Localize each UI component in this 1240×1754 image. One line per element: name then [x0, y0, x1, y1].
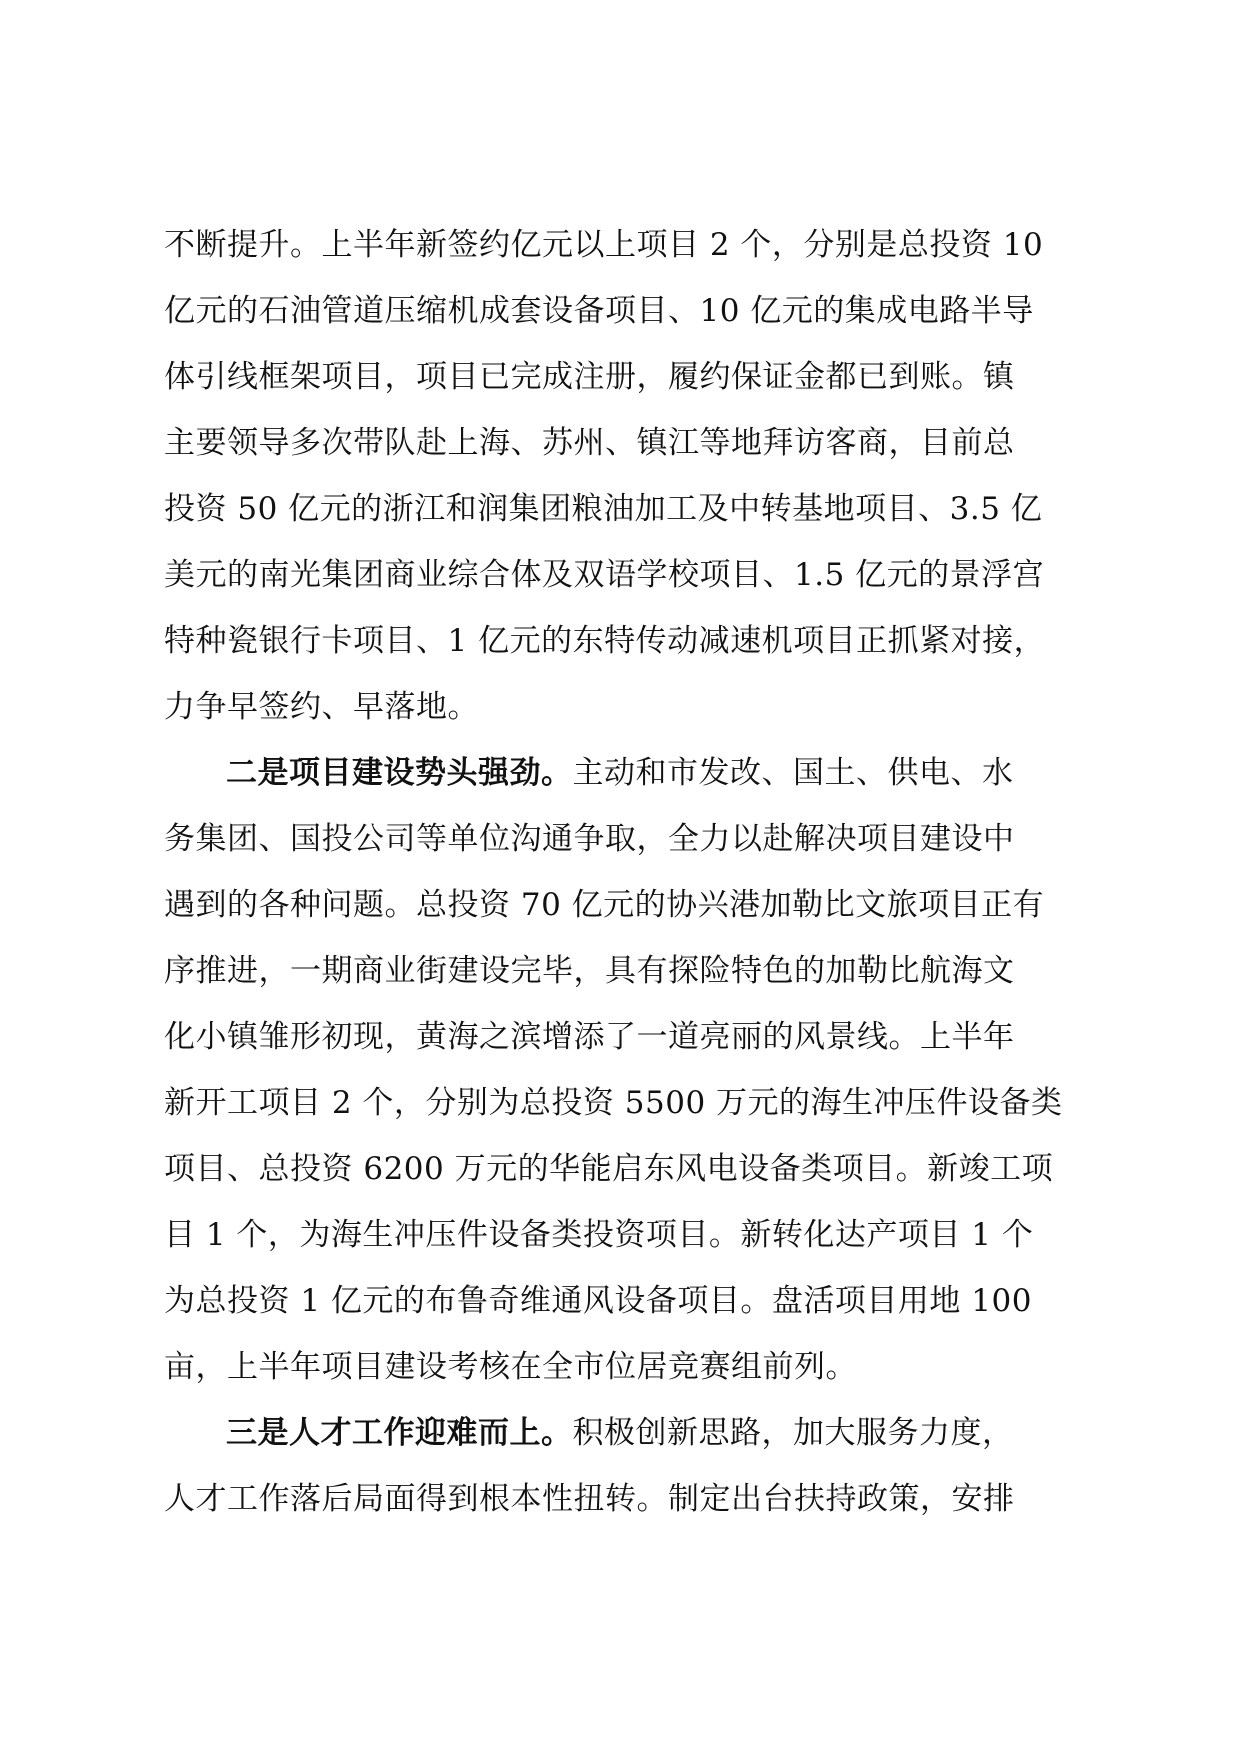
text-line: 务集团、国投公司等单位沟通争取，全力以赴解决项目建设中: [164, 821, 1015, 857]
text-line: 为总投资 1 亿元的布鲁奇维通风设备项目。盘活项目用地 100: [164, 1283, 1032, 1319]
section-two-first-text: 主动和市发改、国土、供电、水: [572, 755, 1014, 791]
text-line: 亩，上半年项目建设考核在全市位居竞赛组前列。: [164, 1349, 857, 1385]
text-line: 力争早签约、早落地。: [164, 689, 479, 725]
section-two-heading: 二是项目建设势头强劲。: [226, 755, 573, 791]
text-line: 人才工作落后局面得到根本性扭转。制定出台扶持政策，安排: [164, 1481, 1015, 1517]
text-line: 亿元的石油管道压缩机成套设备项目、10 亿元的集成电路半导: [164, 293, 1034, 329]
text-line: 不断提升。上半年新签约亿元以上项目 2 个，分别是总投资 10: [164, 227, 1044, 263]
section-three-first-text: 积极创新思路，加大服务力度，: [572, 1415, 1014, 1451]
text-line: 特种瓷银行卡项目、1 亿元的东特传动减速机项目正抓紧对接，: [164, 623, 1046, 659]
paragraph-two-first-line: [164, 740, 1104, 806]
text-line: 新开工项目 2 个，分别为总投资 5500 万元的海生冲压件设备类: [164, 1085, 1063, 1121]
text-line: 主要领导多次带队赴上海、苏州、镇江等地拜访客商，目前总: [164, 425, 1015, 461]
text-line: 遇到的各种问题。总投资 70 亿元的协兴港加勒比文旅项目正有: [164, 887, 1045, 923]
text-line: 项目、总投资 6200 万元的华能启东风电设备类项目。新竣工项: [164, 1151, 1054, 1187]
document-body: [164, 212, 1104, 1532]
section-three-heading: 三是人才工作迎难而上。: [226, 1415, 573, 1451]
text-line: 化小镇雏形初现，黄海之滨增添了一道亮丽的风景线。上半年: [164, 1019, 1015, 1055]
text-line: 序推进，一期商业街建设完毕，具有探险特色的加勒比航海文: [164, 953, 1015, 989]
text-line: 目 1 个，为海生冲压件设备类投资项目。新转化达产项目 1 个: [164, 1217, 1034, 1253]
text-line: 美元的南光集团商业综合体及双语学校项目、1.5 亿元的景浮宫: [164, 557, 1045, 593]
text-line: 体引线框架项目，项目已完成注册，履约保证金都已到账。镇: [164, 359, 1015, 395]
paragraph-three-first-line: [164, 1400, 1104, 1466]
text-line: 投资 50 亿元的浙江和润集团粮油加工及中转基地项目、3.5 亿: [164, 491, 1043, 527]
